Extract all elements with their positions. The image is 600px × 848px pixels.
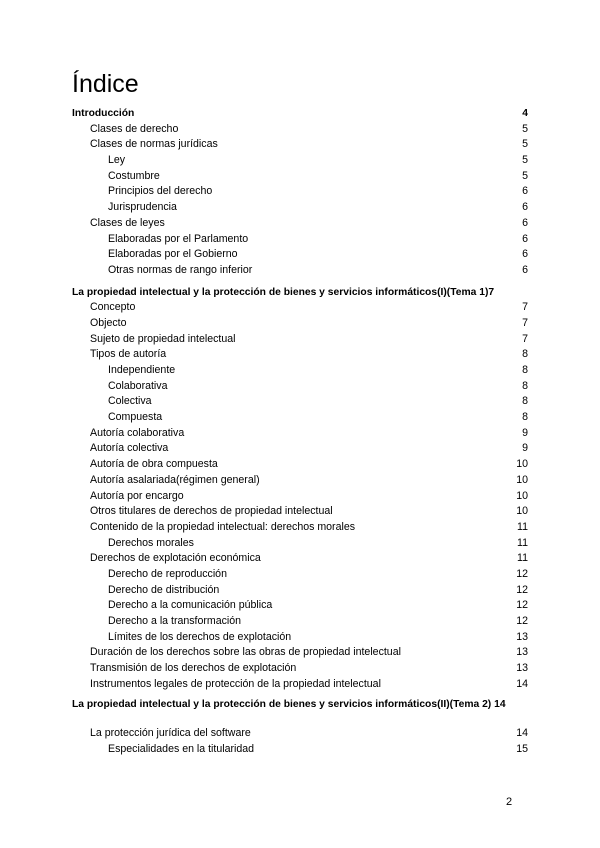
toc-entry-page: 9 xyxy=(522,442,528,455)
toc-entry-label: Compuesta xyxy=(108,411,163,424)
toc-subentry[interactable] xyxy=(0,379,600,395)
toc-entry[interactable] xyxy=(0,426,600,442)
toc-entry-label: Otras normas de rango inferior xyxy=(108,263,253,276)
toc-entry-page: 5 xyxy=(522,138,528,151)
toc-entry-label: Tipos de autoría xyxy=(90,348,167,361)
toc-subentry[interactable] xyxy=(0,184,600,200)
toc-entry-page: 4 xyxy=(522,108,528,119)
toc-entry-label: La protección jurídica del software xyxy=(90,727,251,740)
toc-entry-label: Especialidades en la titularidad xyxy=(108,743,255,756)
toc-entry-page: 6 xyxy=(522,263,528,276)
toc-entry-label: Colaborativa xyxy=(108,379,168,392)
toc-section[interactable] xyxy=(0,285,600,301)
toc-entry[interactable] xyxy=(0,473,600,489)
toc-section[interactable] xyxy=(0,698,600,726)
toc-entry-page: 7 xyxy=(522,316,528,329)
table-of-contents xyxy=(0,106,600,758)
toc-entry-page: 13 xyxy=(516,662,528,675)
toc-entry-page: 11 xyxy=(517,552,528,565)
toc-entry-page: 12 xyxy=(516,615,528,627)
toc-subentry[interactable] xyxy=(0,583,600,599)
toc-entry[interactable] xyxy=(0,489,600,505)
toc-entry-label: Límites de los derechos de explotación xyxy=(108,630,292,643)
toc-entry-label: Transmisión de los derechos de explotación xyxy=(90,662,297,675)
toc-entry[interactable] xyxy=(0,457,600,473)
toc-entry-page: 5 xyxy=(522,122,528,135)
toc-entry-page: 6 xyxy=(522,216,528,229)
toc-subentry[interactable] xyxy=(0,614,600,630)
toc-entry-page: 14 xyxy=(516,727,528,740)
toc-entry-page: 8 xyxy=(522,395,528,408)
toc-entry[interactable] xyxy=(0,300,600,316)
toc-entry-label: Elaboradas por el Parlamento xyxy=(108,232,249,245)
toc-entry-page: 12 xyxy=(516,567,528,580)
toc-entry-page: 8 xyxy=(522,364,528,376)
toc-entry-label: Clases de derecho xyxy=(90,122,179,135)
toc-entry-label: Costumbre xyxy=(108,169,160,182)
page-title: Índice xyxy=(72,70,139,98)
toc-entry-label: Otros titulares de derechos de propiedad intelectual xyxy=(90,505,333,518)
toc-subentry[interactable] xyxy=(0,742,600,758)
toc-entry[interactable] xyxy=(0,216,600,232)
toc-entry-label: Jurisprudencia xyxy=(108,201,177,214)
toc-entry-page: 12 xyxy=(516,583,528,596)
toc-entry-page: 6 xyxy=(522,185,528,198)
toc-entry-label: La propiedad intelectual y la protección de bienes y servicios informáticos(I)(Tema 1)7 xyxy=(72,286,495,298)
toc-entry[interactable] xyxy=(0,504,600,520)
toc-entry-label: Ley xyxy=(108,154,126,167)
toc-entry-label: Derecho de reproducción xyxy=(108,567,227,580)
toc-section[interactable] xyxy=(0,106,600,122)
toc-entry[interactable] xyxy=(0,347,600,363)
toc-entry-label: Principios del derecho xyxy=(108,185,213,198)
toc-entry[interactable] xyxy=(0,551,600,567)
toc-entry-label: La propiedad intelectual y la protección de bienes y servicios informáticos(II)(Tema 2) 14 xyxy=(72,699,506,711)
toc-entry-label: Introducción xyxy=(72,108,135,119)
toc-entry-page: 9 xyxy=(522,426,528,439)
toc-subentry[interactable] xyxy=(0,153,600,169)
toc-entry-page: 10 xyxy=(516,489,528,502)
toc-entry-label: Autoría de obra compuesta xyxy=(90,458,218,471)
toc-entry-label: Duración de los derechos sobre las obras de propiedad intelectual xyxy=(90,646,401,659)
toc-entry[interactable] xyxy=(0,726,600,742)
toc-entry-page: 8 xyxy=(522,411,528,424)
toc-subentry[interactable] xyxy=(0,598,600,614)
toc-entry[interactable] xyxy=(0,645,600,661)
toc-entry-page: 13 xyxy=(516,630,528,643)
toc-subentry[interactable] xyxy=(0,247,600,263)
toc-entry[interactable] xyxy=(0,441,600,457)
toc-entry-label: Independiente xyxy=(108,364,176,376)
toc-entry-page: 10 xyxy=(516,458,528,471)
toc-subentry[interactable] xyxy=(0,394,600,410)
toc-entry-label: Colectiva xyxy=(108,395,152,408)
toc-subentry[interactable] xyxy=(0,263,600,279)
toc-entry-page: 14 xyxy=(516,677,528,690)
toc-entry-label: Autoría colectiva xyxy=(90,442,169,455)
toc-subentry[interactable] xyxy=(0,232,600,248)
toc-entry[interactable] xyxy=(0,677,600,693)
toc-entry[interactable] xyxy=(0,122,600,138)
toc-entry-page: 6 xyxy=(522,201,528,214)
toc-entry-label: Concepto xyxy=(90,301,136,314)
toc-subentry[interactable] xyxy=(0,169,600,185)
toc-subentry[interactable] xyxy=(0,410,600,426)
toc-entry-label: Instrumentos legales de protección de la propiedad intelectual xyxy=(90,677,381,690)
toc-entry-label: Autoría asalariada(régimen general) xyxy=(90,473,260,486)
toc-entry-label: Elaboradas por el Gobierno xyxy=(108,248,238,261)
toc-entry[interactable] xyxy=(0,137,600,153)
toc-entry-page: 8 xyxy=(522,379,528,392)
toc-entry-page: 11 xyxy=(517,536,528,549)
toc-entry[interactable] xyxy=(0,661,600,677)
toc-entry-label: Derechos de explotación económica xyxy=(90,552,261,565)
toc-entry-page: 7 xyxy=(522,332,528,345)
toc-entry-label: Sujeto de propiedad intelectual xyxy=(90,332,236,345)
toc-entry[interactable] xyxy=(0,316,600,332)
toc-entry[interactable] xyxy=(0,520,600,536)
toc-entry-page: 7 xyxy=(522,301,528,314)
toc-entry-page: 8 xyxy=(522,348,528,361)
page-number: 2 xyxy=(506,796,513,808)
toc-entry-label: Contenido de la propiedad intelectual: derechos morales xyxy=(90,520,356,533)
toc-entry-page: 6 xyxy=(522,232,528,245)
toc-subentry[interactable] xyxy=(0,200,600,216)
toc-entry-page: 11 xyxy=(517,520,528,533)
toc-entry-label: Autoría por encargo xyxy=(90,489,184,502)
toc-entry-page: 5 xyxy=(522,169,528,182)
toc-entry-label: Objecto xyxy=(90,316,127,329)
toc-entry-label: Autoría colaborativa xyxy=(90,426,185,439)
toc-entry-label: Derechos morales xyxy=(108,536,194,549)
toc-subentry[interactable] xyxy=(0,536,600,552)
toc-entry[interactable] xyxy=(0,332,600,348)
toc-subentry[interactable] xyxy=(0,630,600,646)
toc-subentry[interactable] xyxy=(0,567,600,583)
toc-entry-label: Derecho a la transformación xyxy=(108,615,242,627)
toc-entry-label: Clases de normas jurídicas xyxy=(90,138,218,151)
toc-entry-page: 6 xyxy=(522,248,528,261)
toc-subentry[interactable] xyxy=(0,363,600,379)
toc-entry-page: 15 xyxy=(516,743,528,756)
toc-entry-page: 10 xyxy=(516,473,528,486)
toc-entry-page: 5 xyxy=(522,154,528,167)
toc-entry-page: 10 xyxy=(516,505,528,518)
toc-entry-page: 12 xyxy=(516,599,528,612)
toc-entry-label: Derecho de distribución xyxy=(108,583,220,596)
toc-entry-page: 13 xyxy=(516,646,528,659)
toc-entry-label: Clases de leyes xyxy=(90,216,165,229)
toc-entry-label: Derecho a la comunicación pública xyxy=(108,599,273,612)
